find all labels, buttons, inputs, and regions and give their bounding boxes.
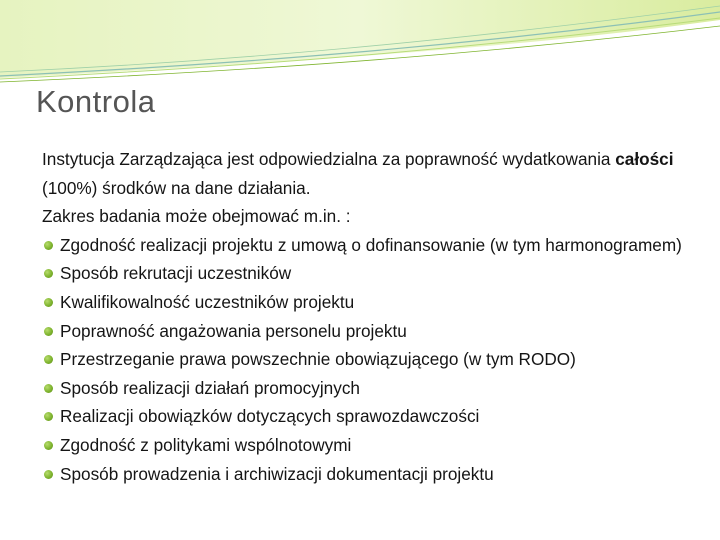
intro-text-start: Instytucja Zarządzająca jest odpowiedzialna za poprawność wydatkowania: [42, 149, 616, 169]
bullet-icon: [44, 412, 53, 421]
list-item: [42, 374, 702, 403]
bullet-icon: [44, 470, 53, 479]
list-item-text: Sposób realizacji działań promocyjnych: [60, 377, 360, 398]
decorative-header-wave: [0, 0, 720, 90]
list-item: [42, 317, 702, 346]
list-item-text: Kwalifikowalność uczestników projektu: [60, 291, 355, 312]
bullet-icon: [44, 269, 53, 278]
scope-paragraph: Zakres badania może obejmować m.in. :: [42, 206, 351, 227]
bullet-icon: [44, 298, 53, 307]
list-item-text: Zgodność z politykami wspólnotowymi: [60, 434, 352, 455]
bullet-icon: [44, 355, 53, 364]
intro-paragraph: [42, 145, 702, 202]
bullet-icon: [44, 327, 53, 336]
list-item-text: Realizacji obowiązków dotyczących sprawozdawczości: [60, 406, 480, 427]
slide-title: Kontrola: [36, 84, 156, 119]
list-item: [42, 345, 702, 374]
list-item-text: Zgodność realizacji projektu z umową o dofinansowanie (w tym harmonogramem): [60, 234, 682, 255]
intro-bold-word: całości: [615, 149, 674, 169]
list-item-text: Sposób prowadzenia i archiwizacji dokumentacji projektu: [60, 463, 494, 484]
scope-list: [42, 231, 702, 488]
list-item: [42, 431, 702, 460]
list-item: [42, 288, 702, 317]
list-item: [42, 231, 702, 260]
list-item-text: Przestrzeganie prawa powszechnie obowiązującego (w tym RODO): [60, 349, 576, 370]
bullet-icon: [44, 384, 53, 393]
intro-text-end: (100%) środków na dane działania.: [42, 177, 311, 198]
bullet-icon: [44, 441, 53, 450]
list-item: [42, 460, 702, 489]
list-item: [42, 402, 702, 431]
list-item-text: Sposób rekrutacji uczestników: [60, 263, 292, 284]
slide-body: [42, 145, 702, 488]
list-item-text: Poprawność angażowania personelu projektu: [60, 320, 407, 341]
bullet-icon: [44, 241, 53, 250]
list-item: [42, 259, 702, 288]
